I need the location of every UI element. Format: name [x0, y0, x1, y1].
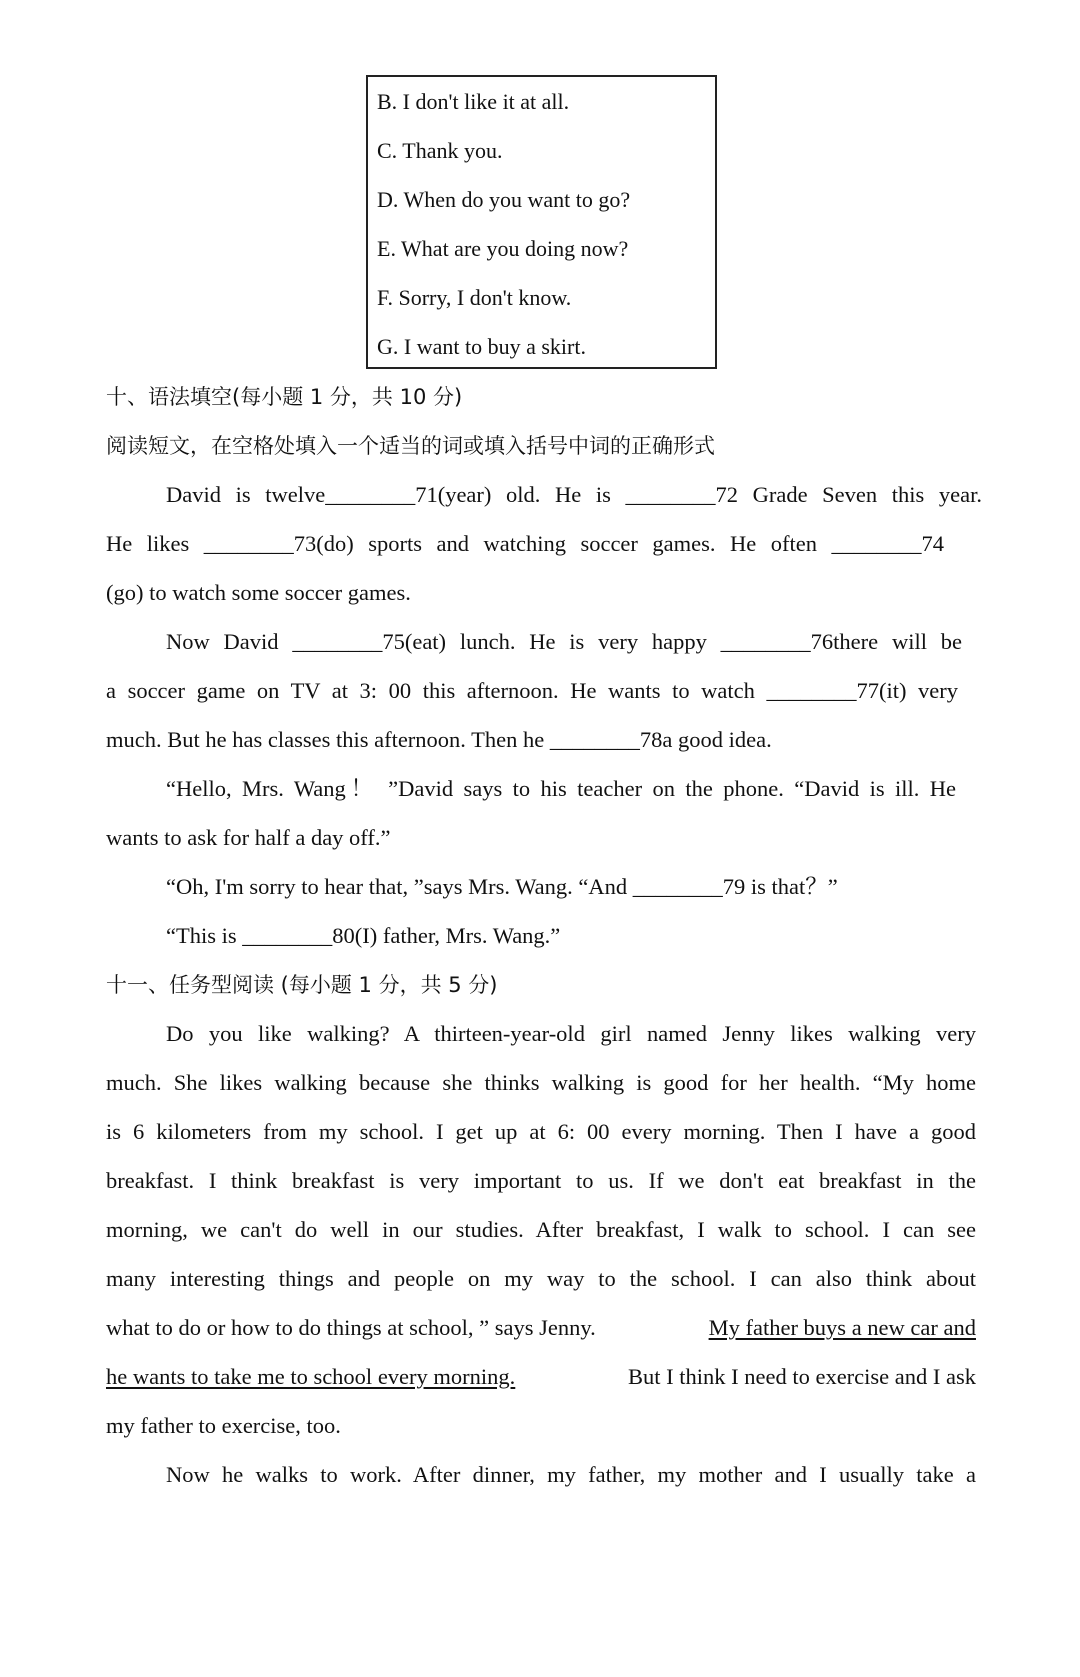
section10-instruction: 阅读短文，在空格处填入一个适当的词或填入括号中词的正确形式 [106, 434, 715, 458]
s11-line-10: Now he walks to work. After dinner, my father, my mother and I usually take a [166, 1462, 976, 1487]
s10-line-1: David is twelve________71(year) old. He is ________72 Grade Seven this year. [166, 482, 982, 507]
option-c: C. Thank you. [377, 138, 503, 163]
options-box [366, 75, 717, 369]
option-g: G. I want to buy a skirt. [377, 334, 586, 359]
s10-line-5: a soccer game on TV at 3: 00 this afternoon. He wants to watch ________77(it) very [106, 678, 958, 703]
s11-line-3: is 6 kilometers from my school. I get up at 6: 00 every morning. Then I have a good [106, 1119, 976, 1144]
s11-line-1: Do you like walking? A thirteen-year-old girl named Jenny likes walking very [166, 1021, 976, 1046]
s11-line-9: my father to exercise, too. [106, 1413, 341, 1438]
s10-line-4: Now David ________75(eat) lunch. He is very happy ________76there will be [166, 629, 962, 654]
s11-line-6: many interesting things and people on my way to the school. I can also think about [106, 1266, 976, 1291]
underlined-sentence-part1: My father buys a new car and [708, 1315, 976, 1340]
option-f: F. Sorry, I don't know. [377, 285, 572, 310]
underlined-sentence-part2: he wants to take me to school every morning. [106, 1364, 516, 1389]
s10-line-3: (go) to watch some soccer games. [106, 580, 411, 605]
s10-line-6: much. But he has classes this afternoon. Then he ________78a good idea. [106, 727, 772, 752]
s11-line-7 [106, 1313, 976, 1343]
s11-line-5: morning, we can't do well in our studies. After breakfast, I walk to school. I can see [106, 1217, 976, 1242]
option-d: D. When do you want to go? [377, 187, 631, 212]
s10-line-10: “This is ________80(I) father, Mrs. Wang.” [166, 923, 561, 948]
section11-heading: 十一、任务型阅读 (每小题 1 分，共 5 分) [106, 973, 498, 997]
s10-line-2: He likes ________73(do) sports and watching soccer games. He often ________74 [106, 531, 944, 556]
option-e: E. What are you doing now? [377, 236, 629, 261]
s11-line-7-text: what to do or how to do things at school, ” says Jenny. [106, 1315, 596, 1340]
s11-line-8 [106, 1362, 976, 1392]
option-b: B. I don't like it at all. [377, 89, 570, 114]
section10-heading: 十、语法填空(每小题 1 分，共 10 分) [106, 385, 463, 409]
s11-line-4: breakfast. I think breakfast is very important to us. If we don't eat breakfast in the [106, 1168, 976, 1193]
s10-line-9: “Oh, I'm sorry to hear that, ”says Mrs. Wang. “And ________79 is that？” [166, 874, 838, 899]
s11-line-8-rest: But I think I need to exercise and I ask [627, 1364, 976, 1389]
s10-line-7: “Hello, Mrs. Wang！ ”David says to his teacher on the phone. “David is ill. He [166, 776, 956, 801]
s10-line-8: wants to ask for half a day off.” [106, 825, 391, 850]
s11-line-2: much. She likes walking because she thinks walking is good for her health. “My home [106, 1070, 976, 1095]
